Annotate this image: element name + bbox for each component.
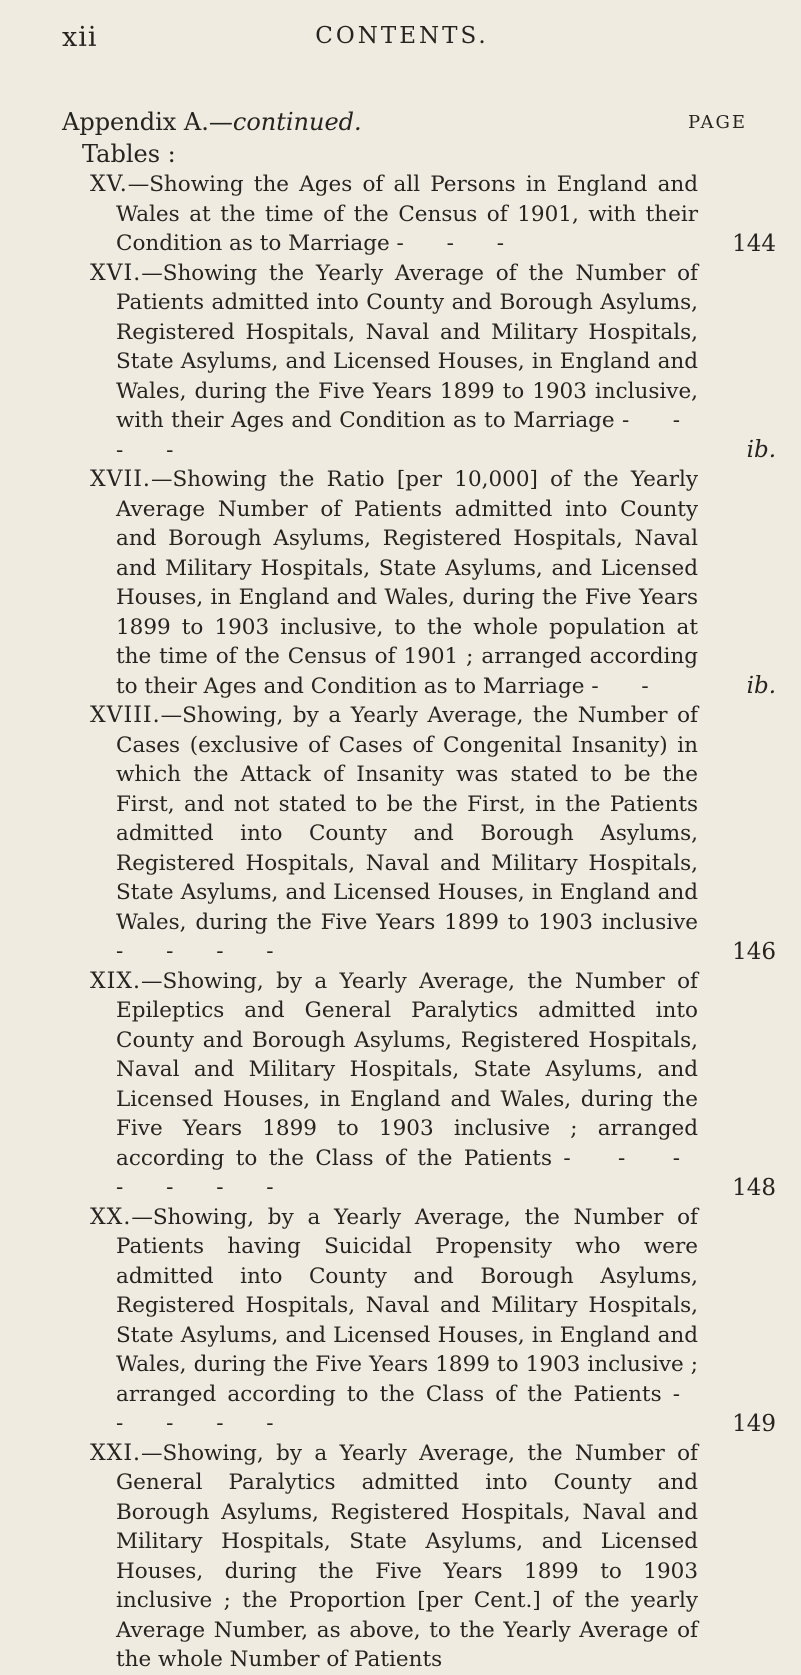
entry-title: —Showing the Ratio [per 10,000] of the Yearly Average Number of Patients admitted into County and Borough Asylums, Registered Hospitals, Naval and Military Hospitals, State Asylums, and Licensed Houses, in England and Wales, during the Five Years 1899 to 1903 inclusive, to the whole population at the time of the Census of 1901 ; arranged according to their Ages and Condition as to Marriage [116,467,698,699]
entry-leaders: - - [591,673,667,699]
entry-leaders: - - - - - [116,1381,698,1436]
entry-page-number: ib. [746,673,776,699]
contents-entry [90,967,776,1203]
entry-table-number: XIX. [90,968,142,994]
entry-page-number: ib. [746,437,776,463]
entry-text-block [90,1439,698,1675]
entry-table-number: XVI. [90,260,142,286]
entry-table-number: XV. [90,172,128,197]
contents-entry [90,1203,776,1439]
entry-title: —Showing, by a Yearly Average, the Number of Cases (exclusive of Cases of Congenital Insanity) in which the Attack of Insanity was stated to be the First, and not stated to be the First, in the Patients admitted into County and Borough Asylums, Registered Hospitals, Naval and Military Hospitals, State Asylums, and Licensed Houses, in England and Wales, during the Five Years 1899 to 1903 inclusive [116,703,698,935]
entry-table-number: XXI. [90,1440,142,1466]
appendix-heading [62,108,362,136]
entry-text-block [90,967,698,1203]
entry-table-number: XVII. [90,467,151,492]
entry-title: —Showing, by a Yearly Average, the Number of Patients having Suicidal Propensity who were admitted into County and Borough Asylums, Registered Hospitals, Naval and Military Hospitals, State Asylums, and Licensed Houses, in England and Wales, during the Five Years 1899 to 1903 inclusive ; arranged according to the Class of the Patients [116,1204,698,1407]
tables-label: Tables : [82,140,176,168]
entry-title: —Showing, by a Yearly Average, the Number of Epileptics and General Paralytics admitted into County and Borough Asylums, Registered Hospitals, Naval and Military Hospitals, State Asylums, and Licensed Houses, in England and Wales, during the Five Years 1899 to 1903 inclusive ; arranged according to the Class of the Patients [116,968,698,1171]
entry-title: —Showing, by a Yearly Average, the Number of General Paralytics admitted into County and Borough Asylums, Registered Hospitals, Naval and Military Hospitals, State Asylums, and Licensed Houses, during the Five Years 1899 to 1903 inclusive ; the Proportion [per Cent.] of the yearly Average Number, as above, to the Yearly Average of the whole Number of Patients [116,1440,698,1672]
entry-text-block [90,465,698,701]
contents-entry [90,170,776,259]
table-of-contents-list [0,170,801,1675]
contents-entry [90,701,776,967]
entry-text-block [90,170,698,259]
entry-page-number: 144 [732,230,776,257]
contents-entry [90,465,776,701]
page-column-label: PAGE [688,112,747,133]
entry-page-number: 146 [732,938,776,965]
running-title: CONTENTS. [315,23,489,49]
entry-text-block [90,1203,698,1439]
appendix-note: continued. [232,108,362,136]
entry-leaders: - - - - [116,408,698,463]
entry-text-block [90,701,698,967]
appendix-label: Appendix A.— [62,108,233,136]
entry-leaders: - - - [396,231,523,256]
entry-leaders: - - - - - - - [116,1145,698,1200]
entry-text-block [90,259,698,466]
entry-title: —Showing the Yearly Average of the Number of Patients admitted into County and Borough Asylums, Registered Hospitals, Naval and Military Hospitals, State Asylums, and Licensed Houses, in England and Wales, during the Five Years 1899 to 1903 inclusive, with their Ages and Condition as to Marriage [116,260,698,433]
entry-table-number: XVIII. [90,703,161,728]
page-number: xii [62,22,98,53]
entry-page-number: 148 [732,1174,776,1201]
entry-leaders: - - - - [116,939,292,964]
contents-entry [90,1439,698,1675]
contents-entry [90,259,776,466]
running-header [62,22,742,72]
entry-page-number: 149 [732,1410,776,1437]
entry-table-number: XX. [90,1204,132,1230]
entry-title: —Showing the Ages of all Persons in England and Wales at the time of the Census of 1901, with their Condition as to Marriage [116,172,698,256]
